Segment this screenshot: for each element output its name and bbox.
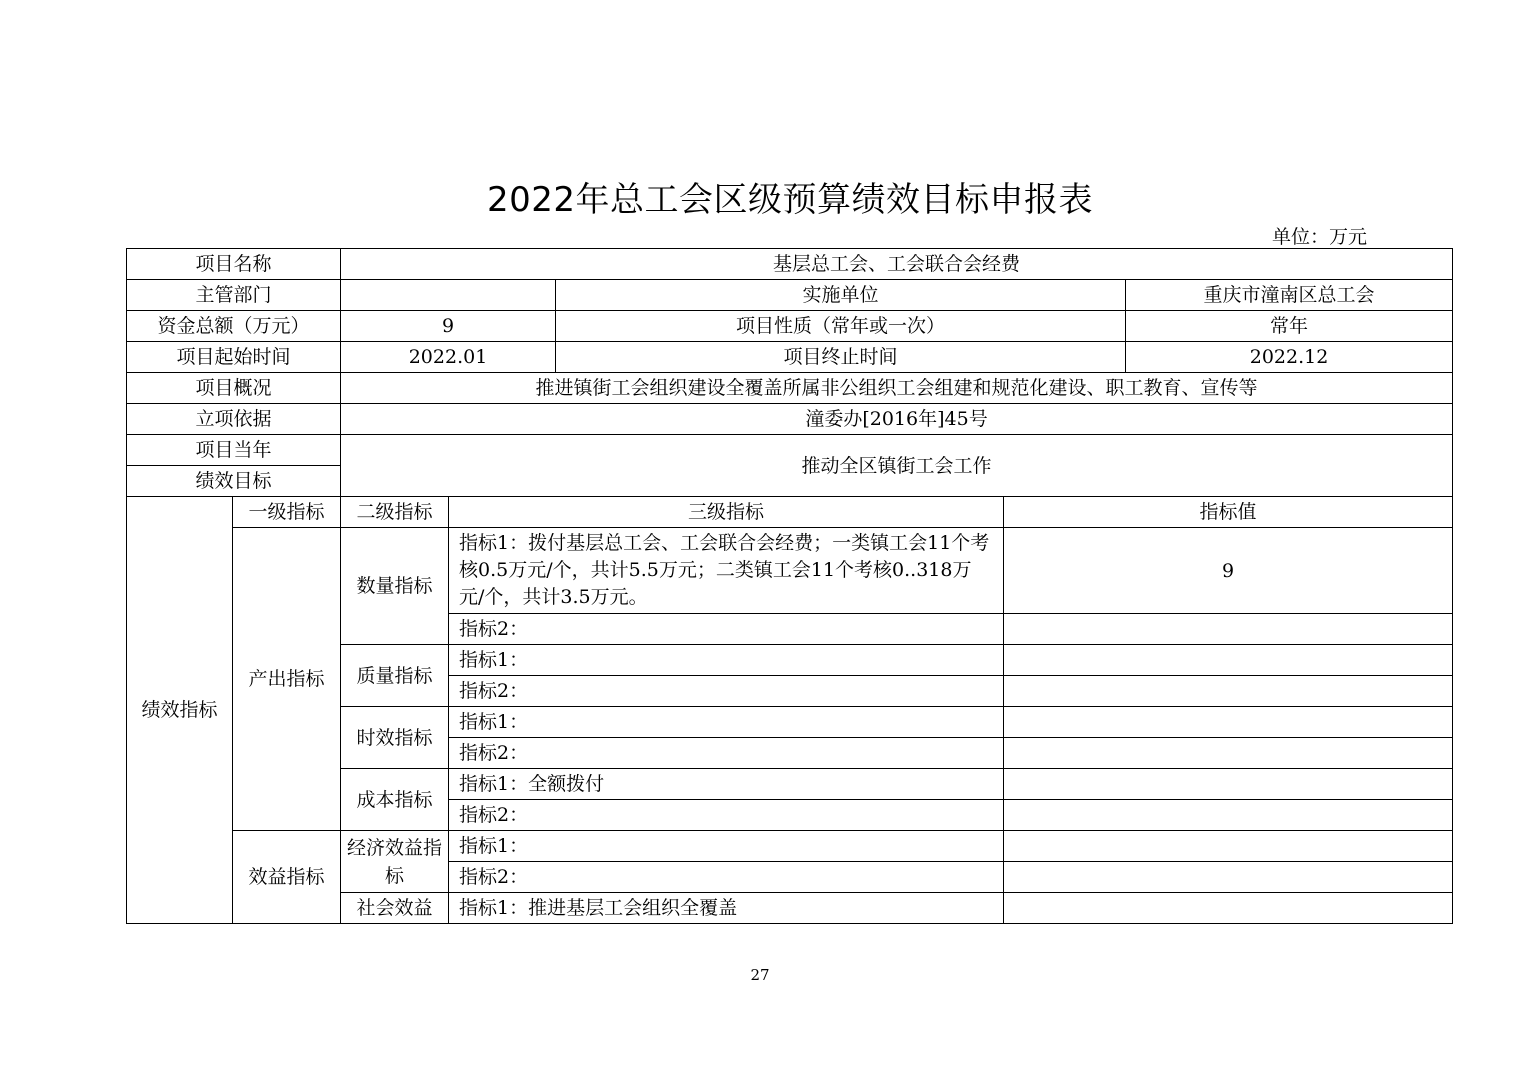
quantity-item1: 指标1：拨付基层总工会、工会联合会经费；一类镇工会11个考核0.5万元/个，共计5.5万元；二类镇工会11个考核0..318万元/个，共计3.5万元。 bbox=[449, 528, 1004, 614]
row-project-name bbox=[127, 249, 1453, 280]
timeliness-item1: 指标1： bbox=[449, 707, 1004, 738]
quality-label: 质量指标 bbox=[341, 645, 449, 707]
overview-value: 推进镇街工会组织建设全覆盖所属非公组织工会组建和规范化建设、职工教育、宣传等 bbox=[341, 373, 1453, 404]
header-level1: 一级指标 bbox=[233, 497, 341, 528]
quantity-item2-value bbox=[1004, 614, 1453, 645]
cost-item2-value bbox=[1004, 800, 1453, 831]
quality-item1-value bbox=[1004, 645, 1453, 676]
goal-value: 推动全区镇街工会工作 bbox=[341, 435, 1453, 497]
performance-target-form bbox=[126, 248, 1453, 924]
row-economic-1 bbox=[127, 831, 1453, 862]
row-funds bbox=[127, 311, 1453, 342]
start-value: 2022.01 bbox=[341, 342, 556, 373]
goal-label-line2: 绩效目标 bbox=[127, 466, 341, 497]
row-indicator-headers bbox=[127, 497, 1453, 528]
row-basis bbox=[127, 404, 1453, 435]
end-value: 2022.12 bbox=[1126, 342, 1453, 373]
impl-unit-label: 实施单位 bbox=[556, 280, 1126, 311]
cost-item1: 指标1：全额拨付 bbox=[449, 769, 1004, 800]
dept-value bbox=[341, 280, 556, 311]
social-label: 社会效益 bbox=[341, 893, 449, 924]
page-number: 27 bbox=[750, 966, 770, 984]
timeliness-label: 时效指标 bbox=[341, 707, 449, 769]
output-indicator-label: 产出指标 bbox=[233, 528, 341, 831]
social-item1: 指标1：推进基层工会组织全覆盖 bbox=[449, 893, 1004, 924]
goal-label-line1: 项目当年 bbox=[127, 435, 341, 466]
quality-item2-value bbox=[1004, 676, 1453, 707]
row-department bbox=[127, 280, 1453, 311]
header-value: 指标值 bbox=[1004, 497, 1453, 528]
row-quantity-1 bbox=[127, 528, 1453, 614]
economic-label: 经济效益指标 bbox=[341, 831, 449, 893]
economic-item2: 指标2： bbox=[449, 862, 1004, 893]
row-overview bbox=[127, 373, 1453, 404]
funds-value: 9 bbox=[341, 311, 556, 342]
social-item1-value bbox=[1004, 893, 1453, 924]
page-title: 2022年总工会区级预算绩效目标申报表 bbox=[486, 180, 1094, 220]
economic-item1: 指标1： bbox=[449, 831, 1004, 862]
economic-item1-value bbox=[1004, 831, 1453, 862]
cost-item2: 指标2： bbox=[449, 800, 1004, 831]
row-dates bbox=[127, 342, 1453, 373]
quantity-item2: 指标2： bbox=[449, 614, 1004, 645]
header-level2: 二级指标 bbox=[341, 497, 449, 528]
basis-value: 潼委办[2016年]45号 bbox=[341, 404, 1453, 435]
row-goal-1 bbox=[127, 435, 1453, 466]
cost-label: 成本指标 bbox=[341, 769, 449, 831]
cost-item1-value bbox=[1004, 769, 1453, 800]
basis-label: 立项依据 bbox=[127, 404, 341, 435]
quality-item2: 指标2： bbox=[449, 676, 1004, 707]
quality-item1: 指标1： bbox=[449, 645, 1004, 676]
header-level3: 三级指标 bbox=[449, 497, 1004, 528]
overview-label: 项目概况 bbox=[127, 373, 341, 404]
timeliness-item1-value bbox=[1004, 707, 1453, 738]
timeliness-item2: 指标2： bbox=[449, 738, 1004, 769]
project-name-value: 基层总工会、工会联合会经费 bbox=[341, 249, 1453, 280]
dept-label: 主管部门 bbox=[127, 280, 341, 311]
impl-unit-value: 重庆市潼南区总工会 bbox=[1126, 280, 1453, 311]
funds-label: 资金总额（万元） bbox=[127, 311, 341, 342]
benefit-indicator-label: 效益指标 bbox=[233, 831, 341, 924]
unit-label: 单位：万元 bbox=[1272, 226, 1368, 248]
timeliness-item2-value bbox=[1004, 738, 1453, 769]
nature-label: 项目性质（常年或一次） bbox=[556, 311, 1126, 342]
start-label: 项目起始时间 bbox=[127, 342, 341, 373]
nature-value: 常年 bbox=[1126, 311, 1453, 342]
economic-item2-value bbox=[1004, 862, 1453, 893]
quantity-label: 数量指标 bbox=[341, 528, 449, 645]
indicators-section-label: 绩效指标 bbox=[127, 497, 233, 924]
project-name-label: 项目名称 bbox=[127, 249, 341, 280]
end-label: 项目终止时间 bbox=[556, 342, 1126, 373]
quantity-item1-value: 9 bbox=[1004, 528, 1453, 614]
